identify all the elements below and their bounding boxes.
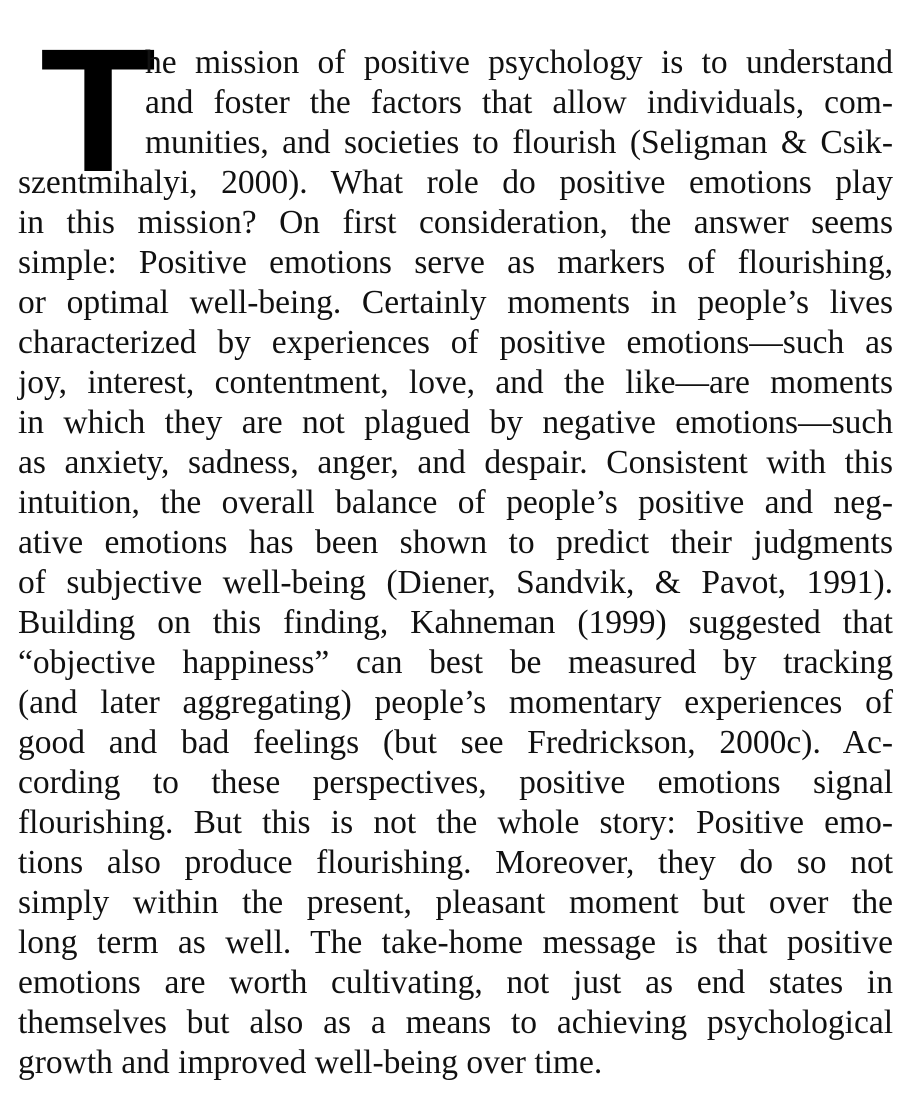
paragraph-line: emotions are worth cultivating, not just as end states in (18, 964, 893, 1001)
paragraph-line: or optimal well-being. Certainly moments in people’s lives (18, 284, 893, 321)
paragraph-line: tions also produce flourishing. Moreover, they do so not (18, 844, 893, 881)
paragraph-line: intuition, the overall balance of people’s positive and neg- (18, 484, 893, 521)
drop-cap-box (40, 13, 157, 209)
paragraph-line: themselves but also as a means to achieving psychological (18, 1004, 893, 1041)
paragraph-line: ative emotions has been shown to predict their judgments (18, 524, 893, 561)
paragraph-line: joy, interest, contentment, love, and the like—are moments (18, 364, 893, 401)
paragraph-line: characterized by experiences of positive emotions—such as (18, 324, 893, 361)
paragraph-line-last: growth and improved well-being over time. (18, 1044, 603, 1081)
paragraph-line: (and later aggregating) people’s momentary experiences of (18, 684, 893, 721)
paragraph-line: long term as well. The take-home message is that positive (18, 924, 893, 961)
paragraph-line: szentmihalyi, 2000). What role do positive emotions play (18, 164, 893, 201)
paragraph-line: in this mission? On first consideration, the answer seems (18, 204, 893, 241)
drop-cap: T (40, 13, 157, 209)
paragraph-line: cording to these perspectives, positive emotions signal (18, 764, 893, 801)
paragraph-line: Building on this finding, Kahneman (1999) suggested that (18, 604, 893, 641)
paragraph-line: and foster the factors that allow individuals, com- (145, 84, 893, 121)
paragraph-line: as anxiety, sadness, anger, and despair. Consistent with this (18, 444, 893, 481)
paragraph-line: he mission of positive psychology is to understand (145, 44, 893, 81)
paragraph-line: simply within the present, pleasant moment but over the (18, 884, 893, 921)
paragraph-line: of subjective well-being (Diener, Sandvik, & Pavot, 1991). (18, 564, 893, 601)
paragraph-line: good and bad feelings (but see Fredrickson, 2000c). Ac- (18, 724, 893, 761)
paragraph-line: simple: Positive emotions serve as markers of flourishing, (18, 244, 893, 281)
paragraph-line: in which they are not plagued by negative emotions—such (18, 404, 893, 441)
paragraph-line: flourishing. But this is not the whole story: Positive emo- (18, 804, 893, 841)
paragraph-line: munities, and societies to flourish (Seligman & Csik- (145, 124, 893, 161)
paragraph-line: “objective happiness” can best be measured by tracking (18, 644, 893, 681)
